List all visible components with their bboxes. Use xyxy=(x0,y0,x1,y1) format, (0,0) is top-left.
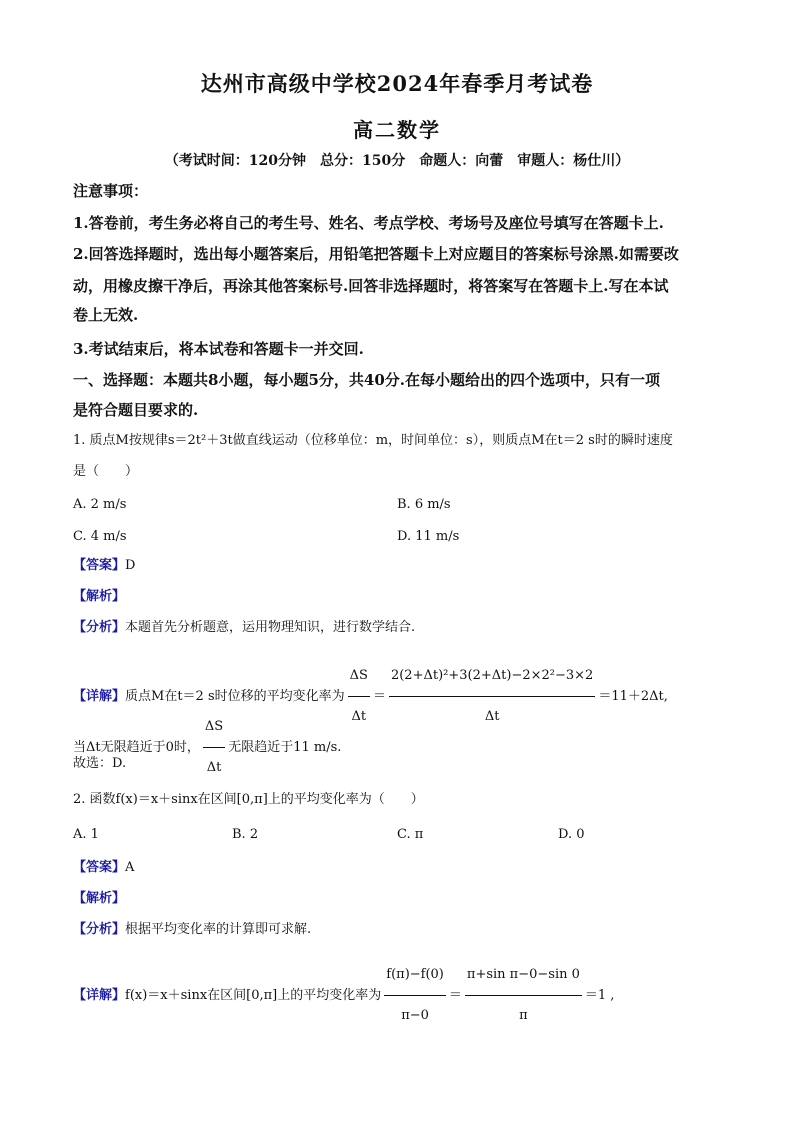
q1-limit-fraction xyxy=(203,708,225,787)
q1-answer-row xyxy=(73,556,135,576)
q1-fraction-2 xyxy=(389,657,595,736)
q2-answer-value: A xyxy=(125,860,135,875)
q1-detail-tag: 【详解】 xyxy=(73,689,126,704)
q1-fenxi-text: 本题首先分析题意，运用物理知识，进行数学结合. xyxy=(125,620,416,635)
q1-fraction-1 xyxy=(348,657,370,736)
q2-fenxi-tag: 【分析】 xyxy=(73,922,126,937)
q2-fraction-2 xyxy=(465,956,582,1035)
q2-answer-tag: 【答案】 xyxy=(73,860,126,875)
q1-fraction-1-den: Δt xyxy=(351,709,367,724)
q1-limit-fraction-den: Δt xyxy=(206,760,222,775)
q2-fenxi-row xyxy=(73,920,311,940)
notice-item-2-line-3: 卷上无效. xyxy=(73,306,139,324)
section-heading-line-2: 是符合题目要求的. xyxy=(73,401,199,419)
q2-detail-result: ＝1 , xyxy=(584,988,615,1003)
q1-detail-prefix: 质点M在t＝2 s时位移的平均变化率为 xyxy=(125,689,345,704)
notice-heading: 注意事项： xyxy=(73,182,149,200)
q1-limit-prefix: 当Δt无限趋近于0时， xyxy=(73,740,200,755)
q1-stem-line-2: 是（ ） xyxy=(73,464,139,479)
q2-fraction-1 xyxy=(384,956,446,1035)
notice-item-1: 1.答卷前，考生务必将自己的考生号、姓名、考点学校、考场号及座位号填写在答题卡上. xyxy=(73,214,664,232)
exam-title: 达州市高级中学校2024年春季月考试卷 xyxy=(200,71,594,96)
q1-option-a: A. 2 m/s xyxy=(73,497,127,512)
q2-fraction-1-den: π−0 xyxy=(401,1008,429,1023)
q2-stem: 2. 函数f(x)＝x＋sinx在区间[0,π]上的平均变化率为（ ） xyxy=(73,792,424,807)
q2-fraction-1-num: f(π)−f(0) xyxy=(384,956,446,996)
q2-option-d: D. 0 xyxy=(558,827,585,842)
q1-option-d: D. 11 m/s xyxy=(397,529,460,544)
q1-limit-suffix: 无限趋近于11 m/s. xyxy=(228,740,342,755)
q2-option-b: B. 2 xyxy=(232,827,259,842)
q2-option-a: A. 1 xyxy=(73,827,99,842)
q1-option-b: B. 6 m/s xyxy=(397,497,451,512)
q2-option-c: C. π xyxy=(397,827,424,842)
q1-fraction-1-num: ΔS xyxy=(348,657,370,697)
q1-detail-result: ＝11＋2Δt, xyxy=(598,689,668,704)
q1-option-c: C. 4 m/s xyxy=(73,529,127,544)
q1-detail-row: 【详解】质点M在t＝2 s时位移的平均变化率为 $\frac{\Delta S}{\Delta t}$ ＝ $\frac{\text{2(2+Δt)²+3(2+Δt)−2×2²−3×2}}{\Delta t}$ ＝11＋2Δt, xyxy=(73,657,668,695)
q2-detail-tag: 【详解】 xyxy=(73,988,126,1003)
q2-fraction-2-num: π+sin π−0−sin 0 xyxy=(465,956,582,996)
q2-detail-row: 【详解】f(x)＝x＋sinx在区间[0,π]上的平均变化率为 $\frac{f(\pi)-f(0)}{\pi-0}$ ＝ $\frac{\text{π+sin π−0−sin 0}}{\pi}$ ＝1 , xyxy=(73,956,614,994)
q1-fraction-2-num: 2(2+Δt)²+3(2+Δt)−2×2²−3×2 xyxy=(389,657,595,697)
q1-limit-fraction-num: ΔS xyxy=(203,708,225,748)
q1-analysis-row xyxy=(73,587,125,607)
q2-analysis-row xyxy=(73,889,125,909)
exam-info: （考试时间：120分钟 总分：150分 命题人：向蕾 审题人：杨仕川） xyxy=(164,153,630,169)
notice-item-2-line-1: 2.回答选择题时，选出每小题答案后，用铅笔把答题卡上对应题目的答案标号涂黑.如需要改 xyxy=(73,245,679,263)
q1-conclusion: 故选：D. xyxy=(73,756,127,771)
q2-fenxi-text: 根据平均变化率的计算即可求解. xyxy=(125,922,312,937)
notice-item-2-line-2: 动，用橡皮擦干净后，再涂其他答案标号.回答非选择题时，将答案写在答题卡上.写在本试 xyxy=(73,277,669,295)
q2-fraction-2-den: π xyxy=(519,1008,528,1023)
q2-analysis-tag: 【解析】 xyxy=(73,891,126,906)
q1-fenxi-tag: 【分析】 xyxy=(73,620,126,635)
q1-analysis-tag: 【解析】 xyxy=(73,589,126,604)
section-heading-line-1: 一、选择题：本题共8小题，每小题5分，共40分.在每小题给出的四个选项中，只有一项 xyxy=(73,371,660,389)
q2-detail-prefix: f(x)＝x＋sinx在区间[0,π]上的平均变化率为 xyxy=(125,988,382,1003)
q1-answer-value: D xyxy=(125,558,136,573)
q1-stem-line-1: 1. 质点M按规律s＝2t²＋3t做直线运动（位移单位：m，时间单位：s），则质点M在t＝2 s时的瞬时速度 xyxy=(73,433,673,448)
q1-fraction-2-den: Δt xyxy=(484,709,500,724)
q2-answer-row xyxy=(73,858,134,878)
notice-item-3: 3.考试结束后，将本试卷和答题卡一并交回. xyxy=(73,340,364,358)
exam-subtitle: 高二数学 xyxy=(353,118,441,142)
q1-fenxi-row xyxy=(73,618,415,638)
q1-answer-tag: 【答案】 xyxy=(73,558,126,573)
